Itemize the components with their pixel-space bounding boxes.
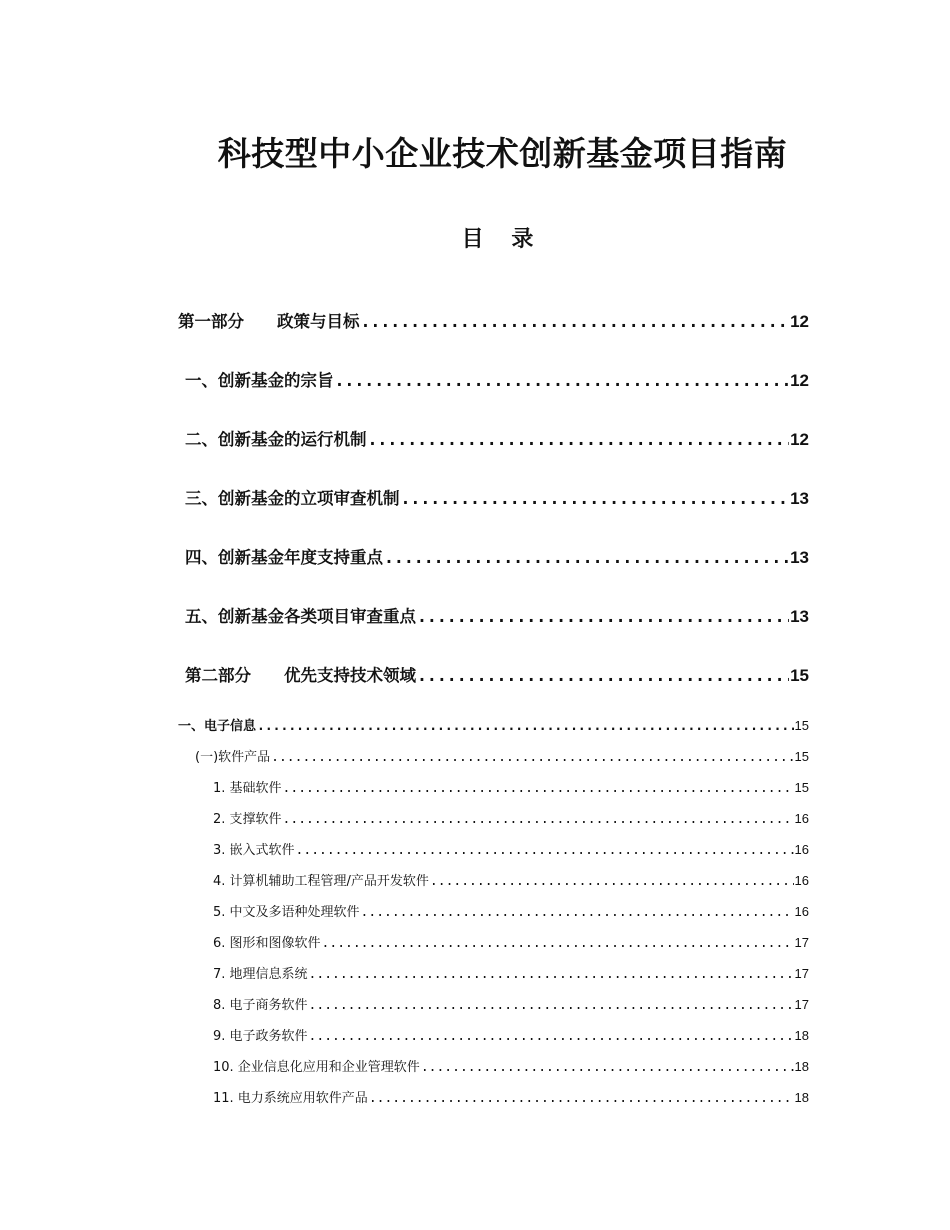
toc-leader-dots	[421, 1060, 794, 1075]
toc-page-number: 15	[790, 666, 809, 685]
toc-page-number: 18	[794, 1028, 809, 1043]
toc-entry-label: 一、电子信息	[178, 719, 257, 734]
toc-leader-dots	[257, 719, 794, 734]
toc-entry-label: 3. 嵌入式软件	[213, 843, 295, 858]
toc-entry-item[interactable]	[213, 994, 809, 1013]
toc-entry-label: 三、创新基金的立项审查机制	[185, 489, 400, 508]
toc-leader-dots	[283, 781, 794, 796]
toc-page-number: 17	[794, 997, 809, 1012]
toc-entry-label: 11. 电力系统应用软件产品	[213, 1091, 368, 1106]
toc-entry-label: 4. 计算机辅助工程管理/产品开发软件	[213, 874, 429, 889]
toc-page-number: 12	[790, 312, 809, 331]
toc-entry-item[interactable]	[213, 870, 809, 889]
toc-entry-label: 7. 地理信息系统	[213, 967, 308, 982]
toc-entry-electronics[interactable]	[178, 715, 809, 734]
toc-entry-annual-focus[interactable]	[185, 544, 809, 568]
toc-page-number: 16	[794, 811, 809, 826]
toc-page-number: 17	[794, 935, 809, 950]
toc-page-number: 13	[790, 548, 809, 567]
toc-entry-label: 第一部分 政策与目标	[178, 312, 360, 331]
toc-entry-item[interactable]	[213, 1087, 809, 1106]
toc-page-number: 13	[790, 489, 809, 508]
toc-entry-label: 6. 图形和图像软件	[213, 936, 321, 951]
toc-page-number: 17	[794, 966, 809, 981]
toc-leader-dots	[322, 936, 794, 951]
toc-page-number: 15	[794, 718, 809, 733]
toc-entry-part-1[interactable]	[178, 308, 809, 332]
toc-page-number: 15	[794, 780, 809, 795]
toc-leader-dots	[417, 666, 789, 685]
document-title: 科技型中小企业技术创新基金项目指南	[217, 134, 788, 173]
toc-entry-label: 第二部分 优先支持技术领域	[185, 666, 416, 685]
toc-page-number: 12	[790, 371, 809, 390]
toc-entry-label: 1. 基础软件	[213, 781, 282, 796]
toc-entry-item[interactable]	[213, 1056, 809, 1075]
toc-page-number: 16	[794, 873, 809, 888]
toc-heading: 目 录	[461, 227, 544, 252]
toc-entry-label: (一)软件产品	[195, 750, 271, 765]
toc-leader-dots	[417, 607, 789, 626]
toc-page-number: 12	[790, 430, 809, 449]
toc-entry-label: 10. 企业信息化应用和企业管理软件	[213, 1060, 420, 1075]
toc-entry-part-2[interactable]	[185, 662, 809, 686]
toc-leader-dots	[361, 312, 790, 331]
toc-page-number: 18	[794, 1090, 809, 1105]
toc-leader-dots	[368, 430, 790, 449]
toc-entry-label: 5. 中文及多语种处理软件	[213, 905, 360, 920]
toc-entry-item[interactable]	[213, 901, 809, 920]
toc-leader-dots	[430, 874, 794, 889]
toc-leader-dots	[309, 998, 794, 1013]
toc-leader-dots	[401, 489, 790, 508]
toc-entry-label: 一、创新基金的宗旨	[185, 371, 334, 390]
toc-entry-label: 二、创新基金的运行机制	[185, 430, 367, 449]
toc-page-number: 15	[794, 749, 809, 764]
toc-entry-purpose[interactable]	[185, 367, 809, 391]
toc-entry-review-focus[interactable]	[185, 603, 809, 627]
toc-leader-dots	[283, 812, 794, 827]
toc-entry-item[interactable]	[213, 808, 809, 827]
toc-entry-label: 2. 支撑软件	[213, 812, 282, 827]
toc-entry-label: 8. 电子商务软件	[213, 998, 308, 1013]
toc-page-number: 13	[790, 607, 809, 626]
toc-entry-review-mechanism[interactable]	[185, 485, 809, 509]
toc-entry-item[interactable]	[213, 1025, 809, 1044]
toc-leader-dots	[369, 1091, 794, 1106]
toc-page-number: 16	[794, 904, 809, 919]
toc-leader-dots	[309, 967, 794, 982]
toc-entry-label: 9. 电子政务软件	[213, 1029, 308, 1044]
toc-leader-dots	[309, 1029, 794, 1044]
toc-entry-label: 四、创新基金年度支持重点	[185, 548, 383, 567]
toc-entry-mechanism[interactable]	[185, 426, 809, 450]
toc-leader-dots	[271, 750, 793, 765]
toc-page-number: 16	[794, 842, 809, 857]
toc-leader-dots	[361, 905, 794, 920]
toc-entry-item[interactable]	[213, 932, 809, 951]
toc-leader-dots	[296, 843, 794, 858]
toc-entry-software-products[interactable]	[195, 746, 809, 765]
toc-leader-dots	[335, 371, 790, 390]
toc-entry-item[interactable]	[213, 963, 809, 982]
toc-entry-item[interactable]	[213, 839, 809, 858]
toc-page-number: 18	[794, 1059, 809, 1074]
toc-leader-dots	[384, 548, 789, 567]
toc-entry-item[interactable]	[213, 777, 809, 796]
toc-entry-label: 五、创新基金各类项目审查重点	[185, 607, 416, 626]
